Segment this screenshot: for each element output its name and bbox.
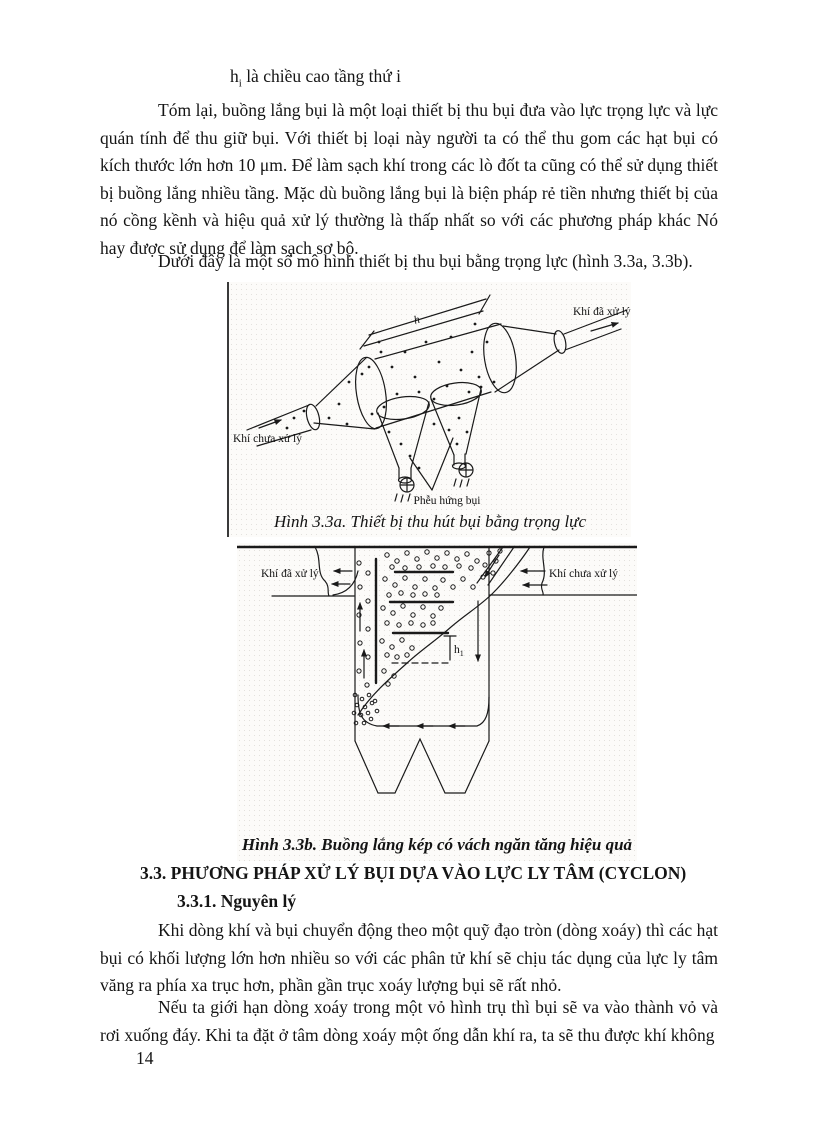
dust-particles	[352, 550, 479, 725]
fig-a-outlet-label: Khí đã xử lý	[573, 306, 631, 318]
definition-symbol: h	[230, 66, 239, 86]
section-heading: 3.3. PHƯƠNG PHÁP XỬ LÝ BỤI DỰA VÀO LỰC LY TÂM (CYCLON)	[140, 863, 687, 883]
fig-a-inlet-label: Khí chưa xử lý	[233, 433, 302, 445]
fig-b-outlet-label: Khí đã xử lý	[261, 568, 319, 580]
subsection-heading: 3.3.1. Nguyên lý	[177, 891, 297, 911]
svg-text:h1	[454, 644, 464, 658]
definition-subscript: i	[238, 77, 242, 90]
expansion-cone	[314, 358, 375, 429]
settling-cylinder	[351, 321, 521, 431]
fig-b-dimension-label: h	[454, 644, 460, 656]
chamber-structure	[237, 547, 637, 793]
definition-text: là chiều cao tầng thứ i	[241, 66, 401, 86]
figure-3-3a	[227, 282, 631, 537]
figure-3-3b	[237, 543, 637, 861]
figure-3-3a-caption: Hình 3.3a. Thiết bị thu hút bụi bằng trọng lực	[274, 512, 586, 531]
dimension-h1	[444, 636, 464, 660]
figure-3-3b-caption: Hình 3.3b. Buồng lắng kép có vách ngăn tăng hiệu quả	[241, 835, 633, 854]
definition-line	[230, 66, 401, 90]
figure-3-3a-diagram	[229, 282, 631, 510]
hopper-2	[429, 380, 483, 487]
fig-b-dimension-sub: 1	[459, 649, 464, 658]
paragraph-summary: Tóm lại, buồng lắng bụi là một loại thiết bị thu bụi đưa vào lực trọng lực và lực quán tính để thu giữ bụi. Với thiết bị loại này người ta có thể thu gom các hạt bụi có kích thước lớn hơn 10 μm. Để làm sạch khí trong các lò đốt ta cũng có thể sử dụng thiết bị buồng lắng nhiều tầng. Mặc dù buồng lắng bụi là biện pháp rẻ tiền nhưng thiết bị của nó cồng kềnh và hiệu quả xử lý thường là thấp nhất so với các phương pháp khác Nó hay được sử dụng để làm sạch sơ bộ.	[100, 100, 718, 258]
fig-b-inlet-label: Khí chưa xử lý	[549, 568, 618, 580]
hopper-1	[375, 393, 431, 502]
paragraph-figures-intro: Dưới đây là một số mô hình thiết bị thu bụi bằng trọng lực (hình 3.3a, 3.3b).	[158, 251, 693, 271]
inlet-channel	[477, 547, 514, 585]
baffles	[390, 572, 453, 663]
figure-3-3b-diagram	[237, 543, 637, 828]
paragraph-principle-2: Nếu ta giới hạn dòng xoáy trong một vỏ hình trụ thì bụi sẽ va vào thành vỏ và rơi xuống đáy. Khi ta đặt ở tâm dòng xoáy một ống dẫn khí ra, ta sẽ thu được khí không	[100, 997, 718, 1045]
fig-a-hopper-label: Phễu hứng bụi	[413, 495, 481, 507]
paragraph-principle-1: Khi dòng khí và bụi chuyển động theo một quỹ đạo tròn (dòng xoáy) thì các hạt bụi có khối lượng lớn hơn nhiều so với các phân tử khí sẽ chịu tác dụng của lực ly tâm văng ra phía xa trục hơn, phần gần trục xoáy lượng bụi sẽ rất nhỏ.	[100, 920, 718, 995]
dimension-h-label: h	[412, 313, 422, 327]
page-number: 14	[136, 1048, 154, 1068]
